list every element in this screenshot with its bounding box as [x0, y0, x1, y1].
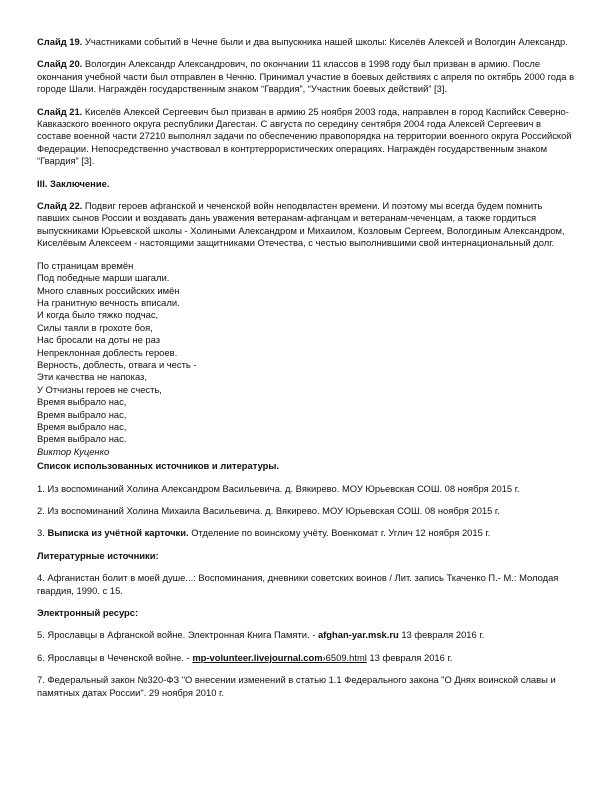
- source-item: [37, 483, 577, 495]
- electronic-resources-heading: Электронный ресурс:: [37, 607, 139, 619]
- slide-text: Киселёв Алексей Сергеевич был призван в армию 25 ноября 2003 года, направлен в город Каспийск Северно-Кавказского военного округа республики Дагестан. С августа по середину сентября 2004 года Алексей Сергеевич в составе военной части 27210 выполнял задачи по обеспечению правопорядка на территории военного округа Российской Федерации. Непосредственно участвовал в контртеррористических операциях. Награждён государственным знаком “Гвардия” [3].: [37, 105, 572, 167]
- slide-label: Слайд 20.: [37, 58, 83, 70]
- source-number: 1.: [37, 482, 48, 494]
- electronic-resource-item: [37, 652, 577, 664]
- resource-text: 6. Ярославцы в Чеченской войне. -: [37, 651, 193, 663]
- slide-21-paragraph: [37, 106, 577, 168]
- source-text: Отделение по воинскому учёту. Военкомат г. Углич 12 ноября 2015 г.: [188, 527, 491, 539]
- poem-line: По страницам времён: [37, 259, 134, 271]
- source-number: 2.: [37, 505, 48, 516]
- conclusion-heading: III. Заключение.: [37, 177, 110, 189]
- literary-source-item: 4. Афганистан болит в моей душе...: Воспоминания, дневники советских воинов / Лит. запись Ткаченко П.- М.: Молодая гвардия, 1990. с 15.: [37, 572, 559, 596]
- resource-date: 13 февраля 2016 г.: [398, 629, 485, 641]
- slide-text: Подвиг героев афганской и чеченской войн неподвластен времени. И поэтому мы всегда будем помнить павших сынов России и воздавать дань уважения ветеранам-афганцам и ветеранам-чеченцам, а также гордиться выпускниками Юрьевской школы - Холиными Александром и Михаилом, Козловым Сергеем, Вологдиным Александром, Киселёвым Алексеем - настоящими защитниками Отечества, с честью выполнившими свой интернациональный долг.: [37, 200, 565, 249]
- electronic-resource-item: [37, 629, 577, 641]
- poem-line: Под победные марши шагали.: [37, 272, 170, 284]
- source-number: 3.: [37, 527, 48, 539]
- slide-20-paragraph: [37, 58, 577, 95]
- poem-author: Виктор Куценко: [37, 445, 110, 457]
- poem-line: Время выбрало нас.: [37, 433, 127, 445]
- poem-line: Нас бросали на доты не раз: [37, 334, 161, 346]
- slide-text: Вологдин Александр Александрович, по окончании 11 классов в 1998 году был призван в армию. После окончания учебной части был отправлен в Чечню. Принимал участие в боевых действиях с апреля по октябрь 2000 года в городе Шали. Награждён государственным знаком “Гвардия”, “Участник боевых действий” [3].: [37, 58, 575, 95]
- document-page: [37, 36, 577, 709]
- source-text: Из воспоминаний Холина Александром Васильевича. д. Вякирево. МОУ Юрьевская СОШ. 08 ноября 2015 г.: [47, 482, 520, 494]
- resource-link[interactable]: afghan-yar.msk.ru: [317, 629, 399, 641]
- slide-label: Слайд 22.: [37, 200, 83, 212]
- sources-title: Список использованных источников и литературы.: [37, 460, 279, 472]
- poem: [37, 260, 577, 459]
- resource-date: 13 февраля 2016 г.: [366, 651, 453, 663]
- source-item: [37, 505, 577, 517]
- law-source-item: 7. Федеральный закон №320-ФЗ "О внесении изменений в статью 1.1 Федерального закона "О Днях воинской славы и памятных датах России". 29 ноября 2010 г.: [37, 674, 556, 698]
- slide-label: Слайд 21.: [37, 105, 83, 117]
- resource-link-path[interactable]: ›6509.html: [322, 651, 367, 663]
- source-text: Из воспоминаний Холина Михаила Васильевича. д. Вякирево. МОУ Юрьевская СОШ. 08 ноября 2015 г.: [47, 505, 500, 516]
- slide-19-paragraph: [37, 36, 577, 48]
- resource-link[interactable]: mp-volunteer.livejournal.com: [192, 651, 323, 663]
- slide-label: Слайд 19.: [37, 36, 83, 47]
- poem-line: Эти качества не напоказ,: [37, 371, 147, 383]
- poem-line: Верность, доблесть, отвага и честь -: [37, 358, 197, 370]
- source-item: [37, 527, 577, 539]
- poem-line: Время выбрало нас,: [37, 420, 127, 432]
- poem-line: И когда было тяжко подчас,: [37, 309, 159, 321]
- resource-text: 5. Ярославцы в Афганской войне. Электронная Книга Памяти. -: [37, 629, 318, 641]
- source-bold-title: Выписка из учётной карточки.: [47, 527, 189, 539]
- poem-line: Много славных российских имён: [37, 284, 180, 296]
- slide-22-paragraph: [37, 200, 577, 250]
- slide-text: Участниками событий в Чечне были и два выпускника нашей школы: Киселёв Алексей и Вологдин Александр.: [82, 36, 568, 47]
- poem-line: Время выбрало нас,: [37, 408, 127, 420]
- poem-line: На гранитную вечность вписали.: [37, 296, 180, 308]
- poem-line: Время выбрало нас,: [37, 396, 127, 408]
- literary-sources-heading: Литературные источники:: [37, 549, 159, 561]
- poem-line: Непреклонная доблесть героев.: [37, 346, 178, 358]
- poem-line: Силы таяли в грохоте боя,: [37, 321, 153, 333]
- poem-line: У Отчизны героев не счесть,: [37, 383, 162, 395]
